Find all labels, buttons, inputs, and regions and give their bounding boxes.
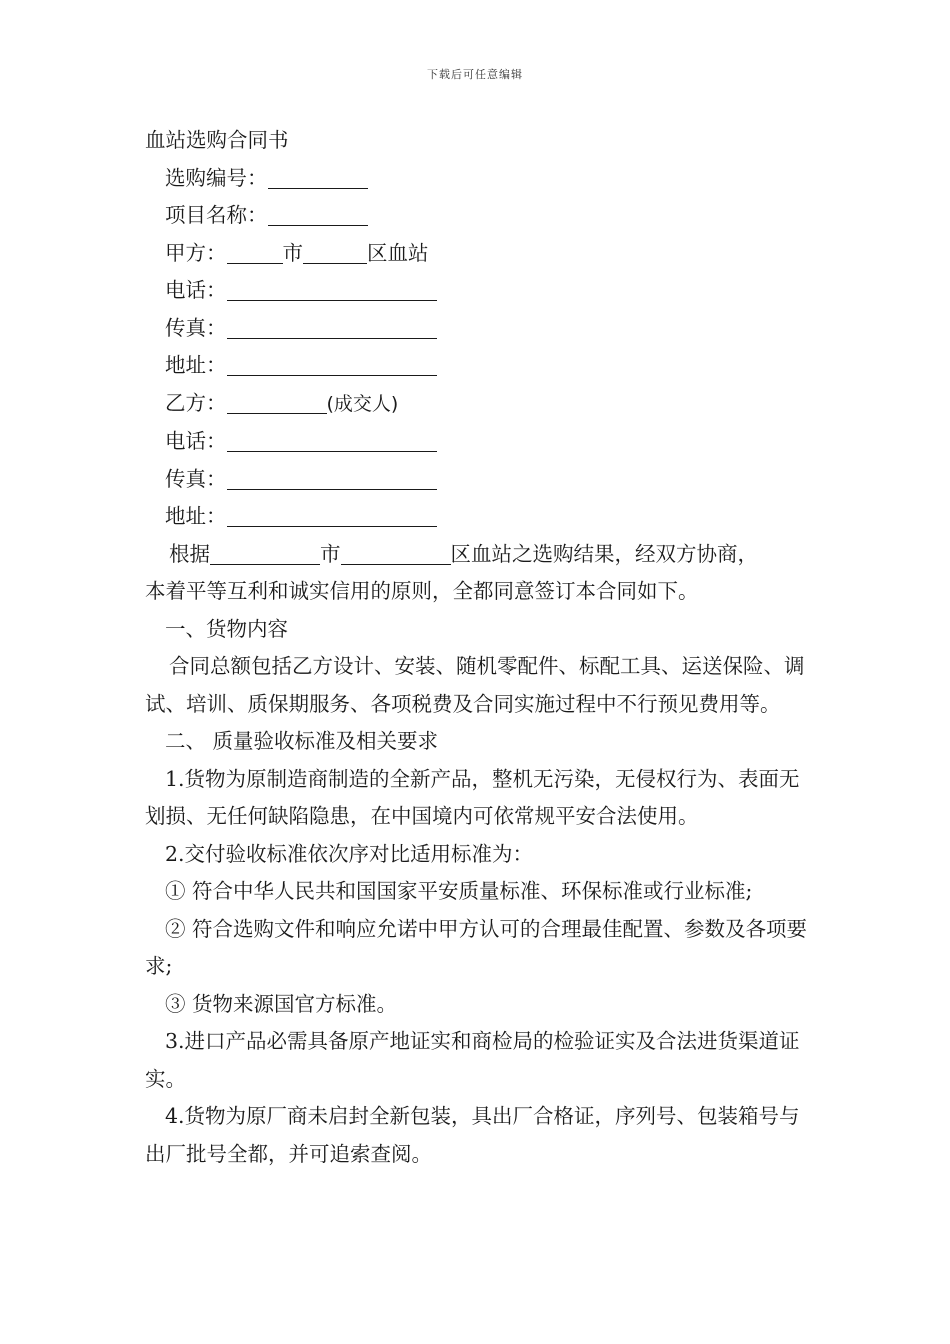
section2-heading: 二、 质量验收标准及相关要求 [165, 729, 439, 753]
party-b-blank [227, 387, 327, 414]
section2-sub-3: ③ 货物来源国官方标准。 [165, 991, 398, 1016]
intro-part-1: 根据 [169, 541, 210, 566]
intro-line-2: 本着平等互利和诚实信用的原则，全都同意签订本合同如下。 [145, 579, 699, 603]
b-address-label: 地址： [165, 504, 227, 528]
a-address-label: 地址： [165, 353, 227, 377]
a-fax-line [145, 310, 810, 348]
a-fax-label: 传真： [165, 315, 227, 340]
purchase-no-label: 选购编号： [165, 165, 268, 190]
intro-part-3: 区血站之选购结果，经双方协商， [450, 541, 758, 566]
intro-line-1 [145, 536, 810, 574]
party-a-line [145, 235, 810, 273]
b-fax-line [145, 461, 810, 499]
b-phone-label: 电话： [165, 429, 227, 453]
section2-item-2: 2.交付验收标准依次序对比适用标准为： [165, 841, 534, 866]
project-name-line [145, 197, 810, 235]
b-address-line [145, 498, 810, 536]
intro-city-blank [210, 538, 320, 565]
contract-title: 血站选购合同书 [145, 128, 289, 152]
project-name-blank [268, 199, 368, 226]
header-note: 下载后可任意编辑 [427, 68, 523, 81]
section2-item-4: 4.货物为原厂商未启封全新包装，具出厂合格证，序列号、包装箱号与出厂批号全都，并可追索查阅。 [145, 1104, 800, 1166]
party-b-label: 乙方： [165, 390, 227, 415]
party-a-city-label: 市 [282, 240, 303, 265]
section1-heading: 一、货物内容 [165, 616, 288, 641]
party-a-district-label: 区血站 [367, 240, 429, 265]
a-address-line [145, 347, 810, 385]
party-a-district-blank [303, 237, 367, 264]
a-phone-label: 电话： [165, 278, 227, 302]
a-address-blank [227, 349, 437, 376]
a-phone-line [145, 272, 810, 310]
project-name-label: 项目名称： [165, 203, 268, 227]
section2-sub-2: ② 符合选购文件和响应允诺中甲方认可的合理最佳配置、参数及各项要求; [145, 916, 808, 978]
b-fax-blank [227, 463, 437, 490]
section2-item-1: 1.货物为原制造商制造的全新产品，整机无污染，无侵权行为、表面无划损、无任何缺陷隐患，在中国境内可依常规平安合法使用。 [145, 766, 800, 828]
a-fax-blank [227, 312, 437, 339]
party-a-city-blank [227, 237, 283, 264]
b-address-blank [227, 500, 437, 527]
section2-sub-1: ① 符合中华人民共和国国家平安质量标准、环保标准或行业标准; [165, 879, 753, 903]
purchase-no-line [145, 160, 810, 198]
contract-body [145, 122, 810, 1173]
section2-item-3: 3.进口产品必需具备原产地证实和商检局的检验证实及合法进货渠道证实。 [145, 1029, 800, 1091]
party-b-line [145, 385, 810, 424]
intro-part-2: 市 [320, 541, 341, 566]
b-fax-label: 传真： [165, 466, 227, 491]
purchase-no-blank [268, 162, 368, 189]
intro-district-blank [341, 538, 451, 565]
b-phone-line [145, 423, 810, 461]
section1-text: 合同总额包括乙方设计、安装、随机零配件、标配工具、运送保险、调试、培训、质保期服务、各项税费及合同实施过程中不行预见费用等。 [145, 654, 805, 716]
party-a-label: 甲方： [165, 240, 227, 265]
b-phone-blank [227, 425, 437, 452]
party-b-suffix: (成交人) [326, 392, 399, 415]
a-phone-blank [227, 274, 437, 301]
